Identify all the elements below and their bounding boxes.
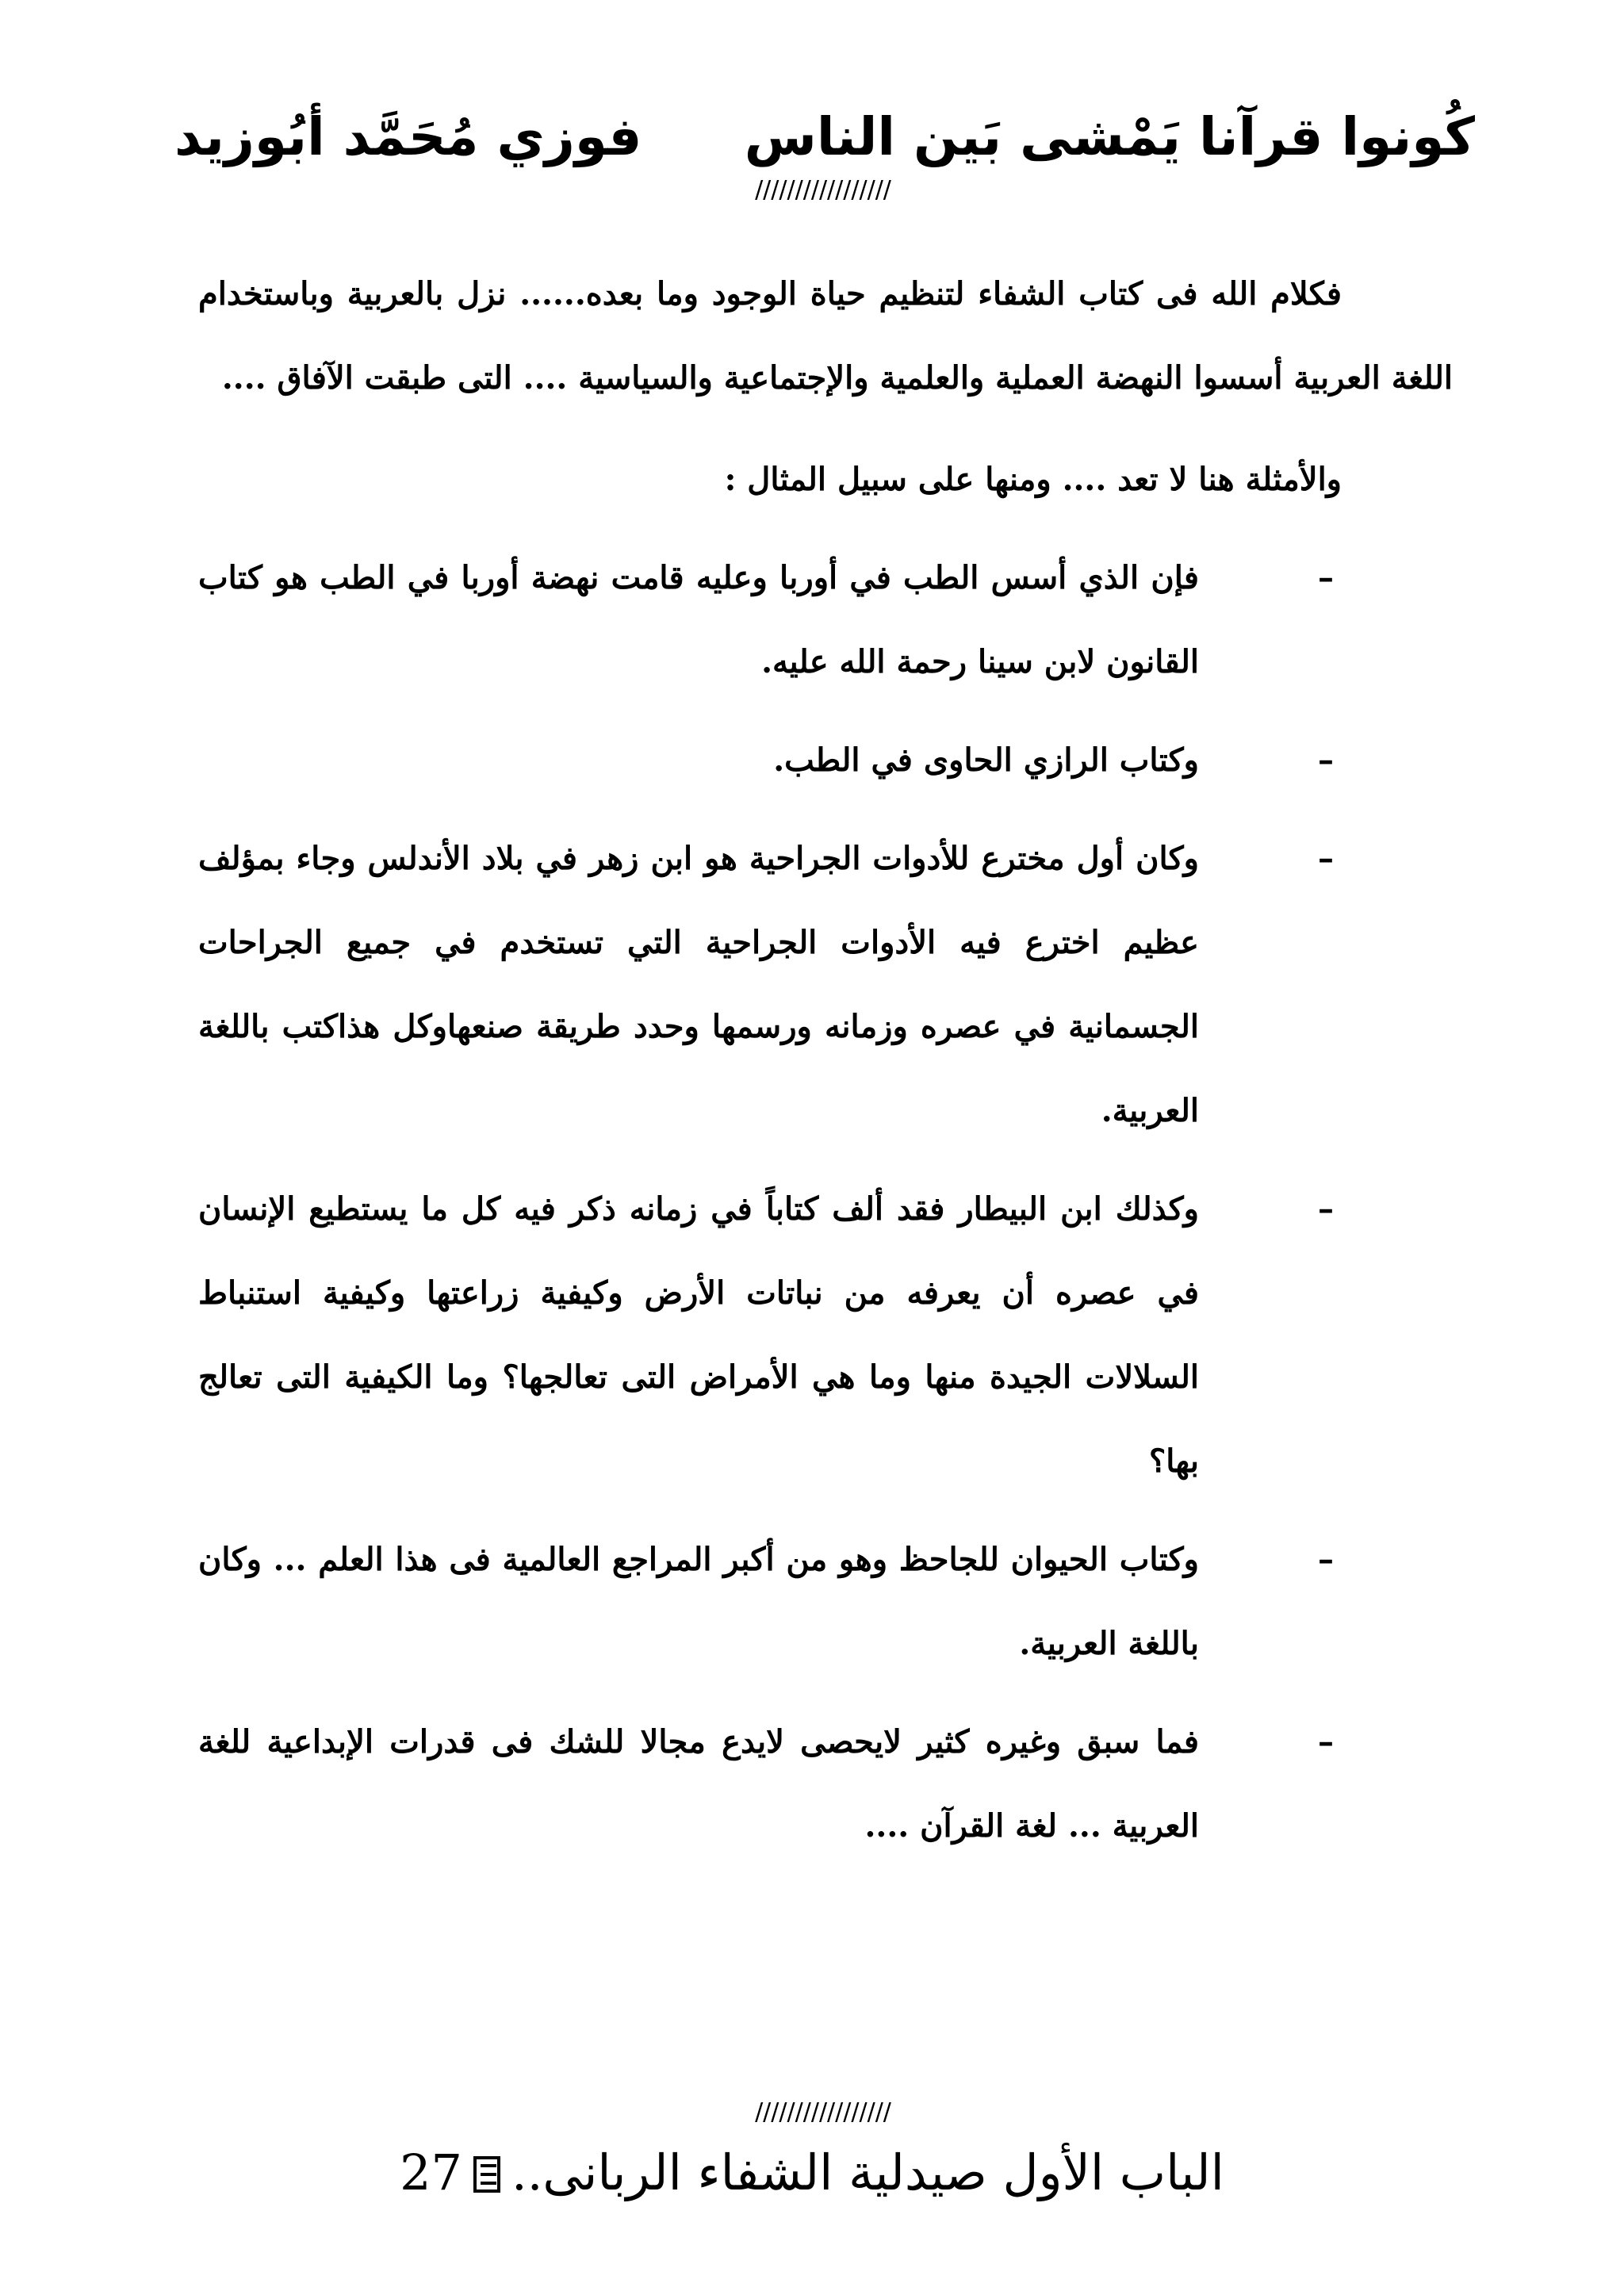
dash-bullet: – — [1318, 840, 1334, 877]
list-item — [198, 536, 1453, 704]
list-item — [198, 1167, 1453, 1504]
dash-bullet: – — [1318, 1723, 1334, 1760]
dash-bullet: – — [1318, 1541, 1334, 1578]
page-header — [174, 94, 1475, 181]
body-text — [198, 252, 1453, 1883]
bottom-separator: ///////////////// — [755, 2098, 891, 2126]
list-item-text: وكان أول مخترع للأدوات الجراحية هو ابن زهر في بلاد الأندلس وجاء بمؤلف عظيم اخترع فيه الأدوات الجراحية التي تستخدم في جميع الجراحات الجسمانية في عصره وزمانه ورسمها وحدد طريقة صنعهاوكل هذاكتب باللغة العربية. — [198, 840, 1199, 1129]
list-item-text: فإن الذي أسس الطب في أوربا وعليه قامت نهضة أوربا في الطب هو كتاب القانون لابن سينا رحمة الله عليه. — [198, 559, 1199, 680]
list-item — [198, 1518, 1453, 1686]
list-item — [198, 718, 1453, 803]
list-item-text: وكتاب الرازي الحاوى في الطب. — [773, 741, 1199, 779]
dash-bullet: – — [1318, 1190, 1334, 1228]
header-title: كُونوا قرآنا يَمْشى بَين الناس — [744, 106, 1475, 167]
list-item-text: وكذلك ابن البيطار فقد ألف كتاباً في زمانه ذكر فيه كل ما يستطيع الإنسان في عصره أن يعرفه من نباتات الأرض وكيفية زراعتها وكيفية استنباط السلالات الجيدة منها وما هي الأمراض التى تعالجها؟ وما الكيفية التى تعالج بها؟ — [198, 1190, 1200, 1480]
header-author: فوزي مُحَمَّد أبُوزيد — [174, 106, 642, 167]
list-item-text: فما سبق وغيره كثير لايحصى لايدع مجالا للشك فى قدرات الإبداعية للغة العربية ... لغة القرآن .... — [198, 1723, 1199, 1845]
intro-paragraph: فكلام الله فى كتاب الشفاء لتنظيم حياة الوجود وما بعده...... نزل بالعربية وباستخدام اللغة العربية أسسوا النهضة العملية والعلمية والإجتماعية والسياسية .... التى طبقت الآفاق .... — [198, 275, 1453, 397]
list-item — [198, 817, 1453, 1153]
top-separator: ///////////////// — [755, 176, 891, 204]
book-icon — [473, 2156, 500, 2193]
footer-chapter: الباب الأول صيدلية الشفاء الربانى.. — [511, 2144, 1224, 2201]
examples-intro: والأمثلة هنا لا تعد .... ومنها على سبيل المثال : — [724, 461, 1342, 498]
dash-bullet: – — [1318, 559, 1334, 596]
list-item — [198, 1700, 1453, 1868]
list-item-text: وكتاب الحيوان للجاحظ وهو من أكبر المراجع العالمية فى هذا العلم ... وكان باللغة العربية. — [198, 1541, 1199, 1662]
examples-list — [198, 536, 1453, 1868]
page-number: 27 — [400, 2144, 462, 2201]
page-footer — [0, 2141, 1624, 2205]
dash-bullet: – — [1318, 741, 1334, 779]
